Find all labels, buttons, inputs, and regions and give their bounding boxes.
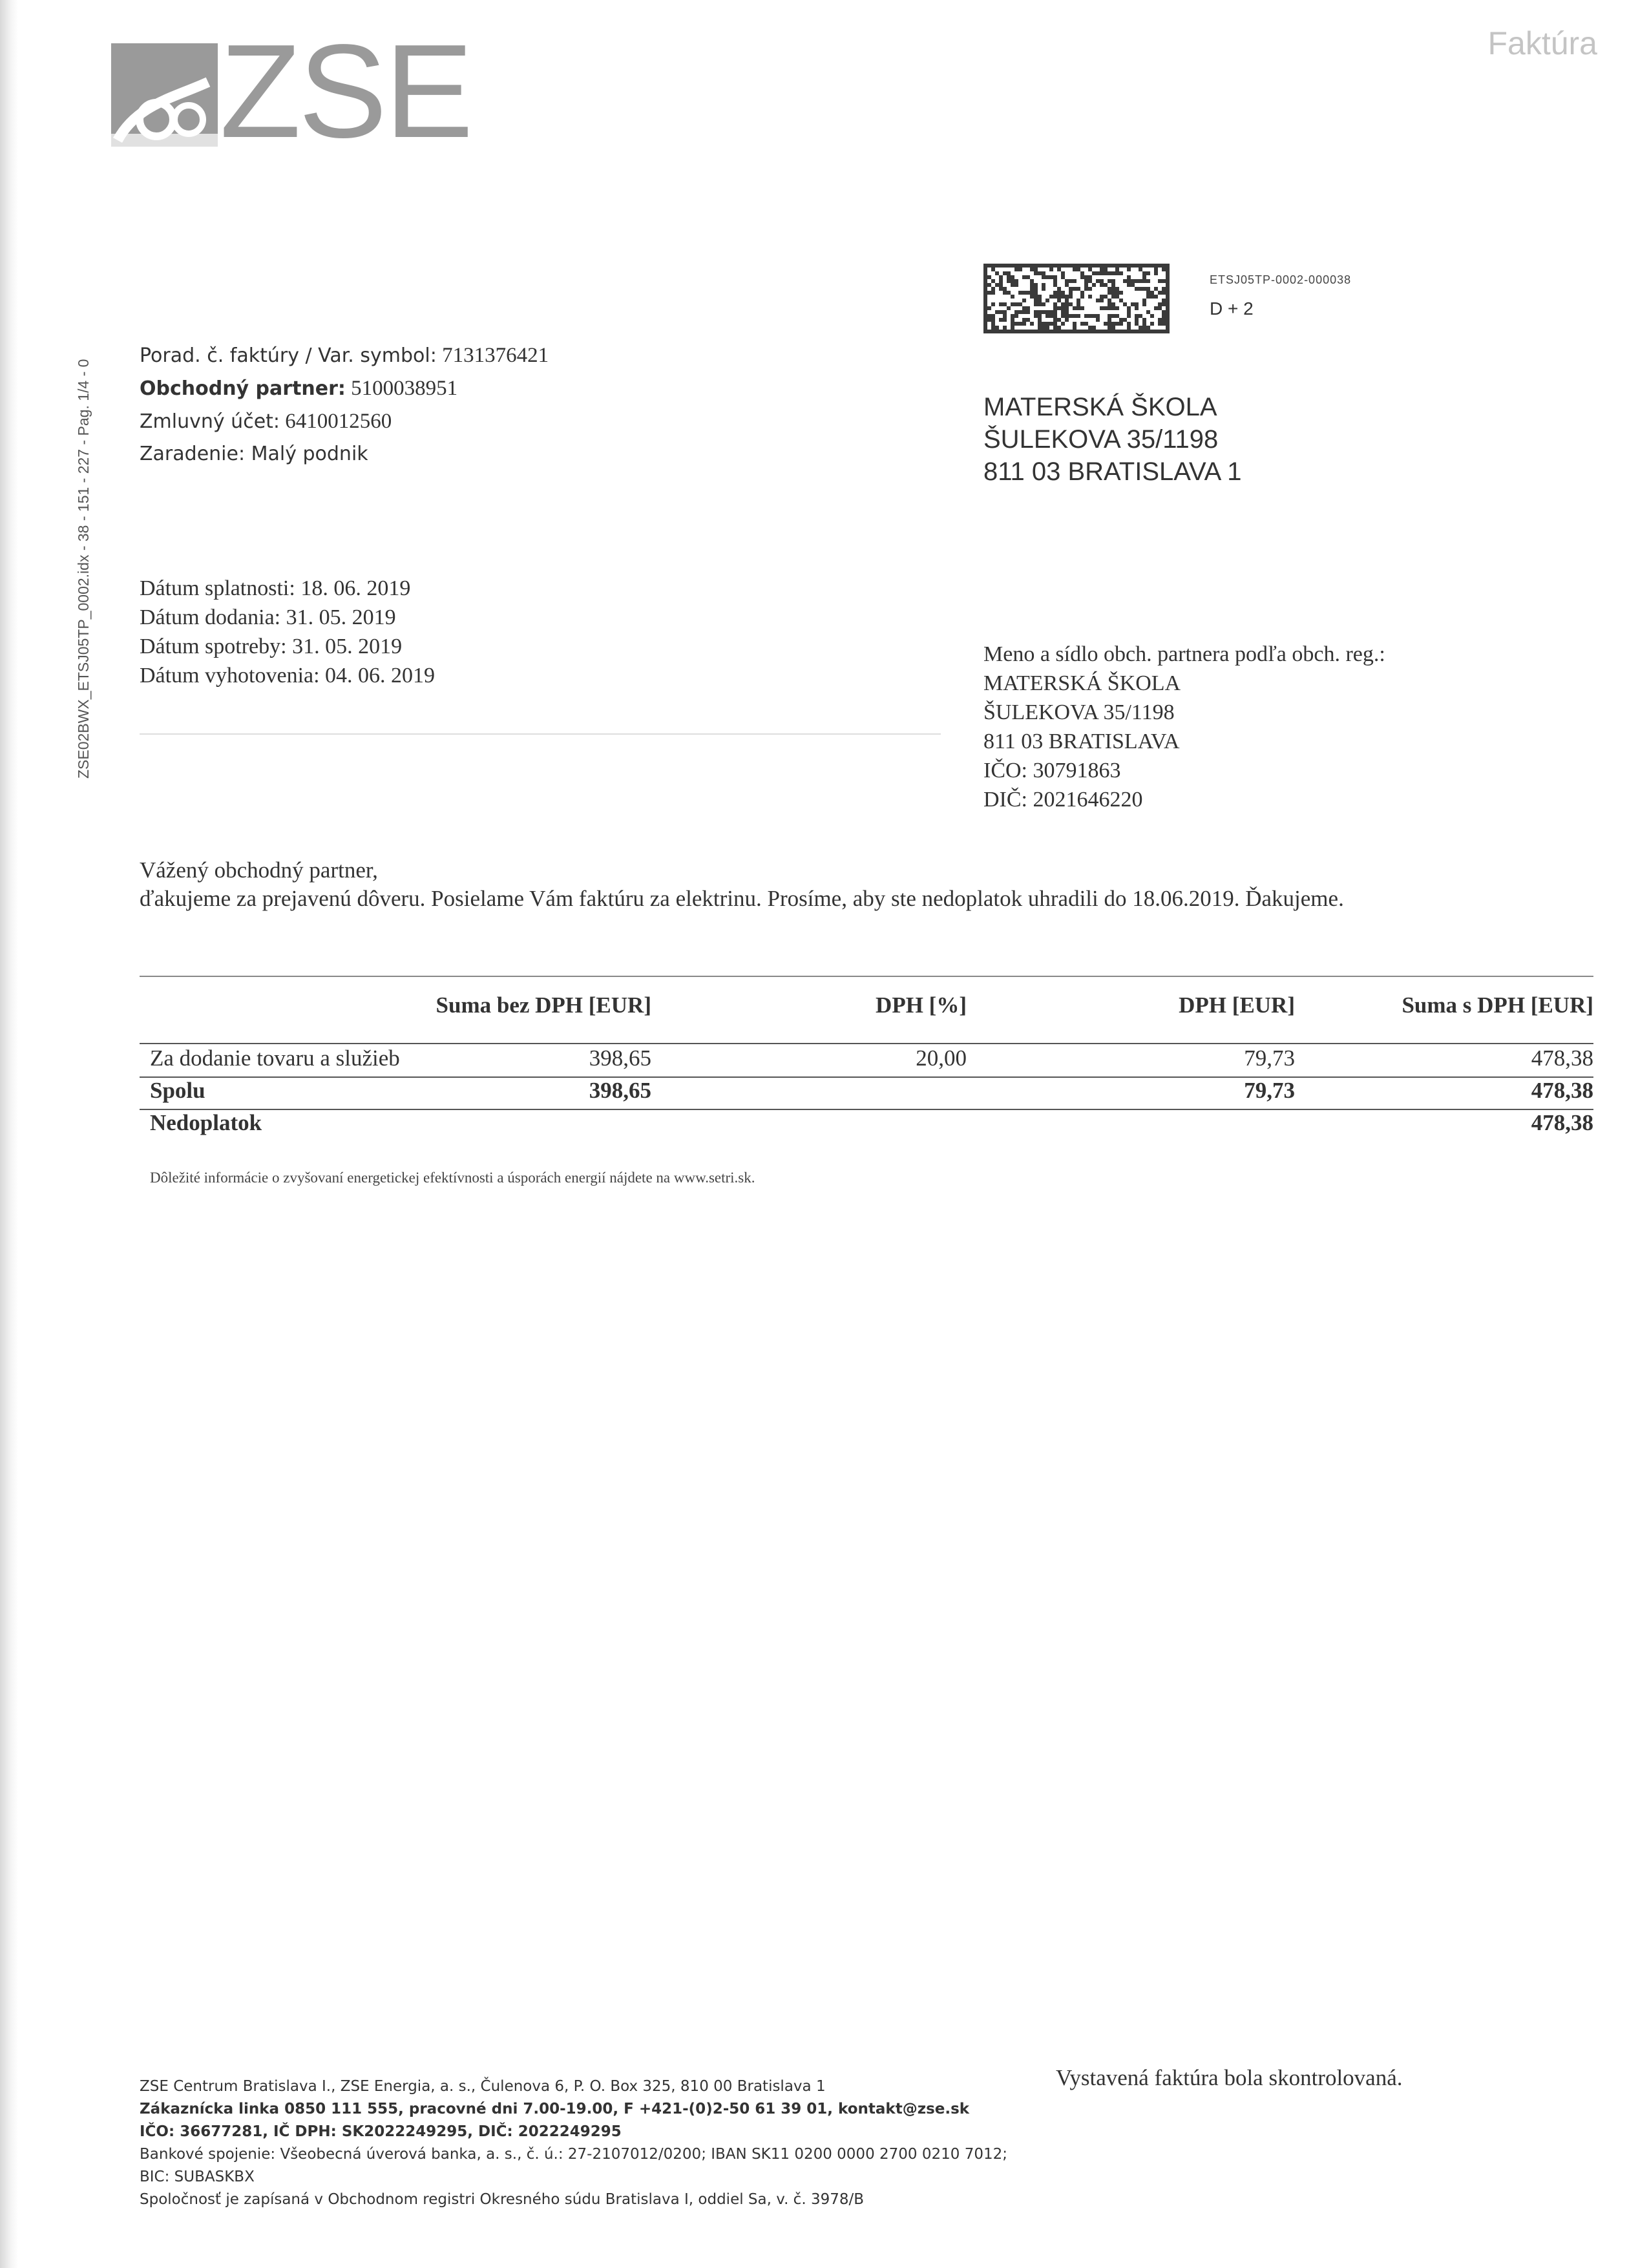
recipient-address — [983, 391, 1242, 488]
issue-date: Dátum vyhotovenia: 04. 06. 2019 — [140, 664, 436, 688]
table-row — [140, 1110, 1593, 1142]
row-gross: 478,38 — [1531, 1110, 1593, 1135]
header-gross: Suma s DPH [EUR] — [1402, 992, 1593, 1018]
partner-number-line — [140, 372, 549, 405]
footer-registry: Spoločnosť je zapísaná v Obchodnom registri Okresného súdu Bratislava I, oddiel Sa, v. č. 3978/B — [140, 2191, 865, 2208]
registered-partner-ico: IČO: 30791863 — [983, 759, 1121, 782]
row-label: Spolu — [150, 1078, 205, 1103]
row-vat: 79,73 — [1244, 1045, 1295, 1071]
row-net: 398,65 — [589, 1045, 651, 1071]
due-date: Dátum splatnosti: 18. 06. 2019 — [140, 576, 411, 600]
logo-wordmark: ZSE — [220, 17, 471, 165]
row-net: 398,65 — [589, 1078, 651, 1103]
delivery-date: Dátum dodania: 31. 05. 2019 — [140, 605, 396, 629]
mailing-sub-code: D + 2 — [1210, 299, 1254, 319]
contract-account-line — [140, 405, 549, 438]
zse-logo — [111, 17, 471, 165]
recipient-line: MATERSKÁ ŠKOLA — [983, 393, 1217, 421]
scan-edge — [0, 0, 18, 2268]
datamatrix-barcode-icon — [983, 264, 1170, 333]
registered-partner-heading: Meno a sídlo obch. partnera podľa obch. reg.: — [983, 642, 1385, 666]
recipient-line: ŠULEKOVA 35/1198 — [983, 425, 1219, 454]
header-vat: DPH [EUR] — [1179, 992, 1295, 1018]
table-row — [140, 1078, 1593, 1110]
footer-bank: Bankové spojenie: Všeobecná úverová banka, a. s., č. ú.: 27-2107012/0200; IBAN SK11 0200 0000 2700 0210 7012; BIC: SUBASKBX — [140, 2146, 1007, 2185]
partner-number-label: Obchodný partner: — [140, 377, 346, 400]
checked-note: Vystavená faktúra bola skontrolovaná. — [1056, 2065, 1403, 2090]
invoice-dates — [140, 574, 435, 690]
invoice-number-label: Porad. č. faktúry / Var. symbol: — [140, 344, 437, 367]
table-row — [140, 1045, 1593, 1078]
registered-partner-line: MATERSKÁ ŠKOLA — [983, 671, 1181, 695]
footer-tax-ids: IČO: 36677281, IČ DPH: SK2022249295, DIČ: 2022249295 — [140, 2123, 622, 2140]
invoice-summary-table — [140, 982, 1593, 1142]
row-gross: 478,38 — [1531, 1045, 1593, 1071]
row-label: Za dodanie tovaru a služieb — [150, 1045, 400, 1071]
efficiency-note: Dôležité informácie o zvyšovaní energetickej efektívnosti a úsporách energií nájdete na www.setri.sk. — [150, 1170, 755, 1186]
invoice-info — [140, 339, 549, 470]
registered-partner-dic: DIČ: 2021646220 — [983, 788, 1143, 812]
footer-hotline: Zákaznícka linka 0850 111 555, pracovné dni 7.00-19.00, F +421-(0)2-50 61 39 01, kontakt@zse.sk — [140, 2101, 970, 2117]
header-net: Suma bez DPH [EUR] — [436, 992, 651, 1018]
table-top-rule — [140, 976, 1593, 977]
registered-partner-line: 811 03 BRATISLAVA — [983, 730, 1180, 753]
divider — [140, 733, 941, 735]
row-label: Nedoplatok — [150, 1110, 262, 1135]
registered-partner-line: ŠULEKOVA 35/1198 — [983, 700, 1175, 724]
row-vat: 79,73 — [1244, 1078, 1295, 1103]
table-header-row — [140, 982, 1593, 1024]
invoice-number-value: 7131376421 — [442, 344, 549, 367]
row-gross: 478,38 — [1531, 1078, 1593, 1103]
recipient-line: 811 03 BRATISLAVA 1 — [983, 457, 1242, 486]
greeting-body: ďakujeme za prejavenú dôveru. Posielame Vám faktúru za elektrinu. Prosíme, aby ste nedoplatok uhradili do 18.06.2019. Ďakujeme. — [140, 886, 1344, 911]
company-footer — [140, 2075, 1025, 2211]
contract-account-label: Zmluvný účet: — [140, 410, 280, 433]
zse-logo-mark-icon — [111, 43, 218, 147]
contract-account-value: 6410012560 — [285, 410, 392, 433]
table-rule — [140, 1043, 1593, 1044]
category-line: Zaradenie: Malý podnik — [140, 443, 368, 465]
registered-partner — [983, 640, 1385, 814]
invoice-number-line — [140, 339, 549, 372]
partner-number-value: 5100038951 — [351, 377, 458, 400]
greeting-salutation: Vážený obchodný partner, — [140, 857, 378, 883]
side-print-code: ZSE02BWX_ETSJ05TP_0002.idx - 38 - 151 - 227 - Pag. 1/4 - 0 — [75, 359, 92, 779]
consumption-date: Dátum spotreby: 31. 05. 2019 — [140, 635, 403, 658]
mailing-reference-code: ETSJ05TP-0002-000038 — [1210, 273, 1352, 286]
row-vat-percent: 20,00 — [916, 1045, 967, 1071]
footer-address: ZSE Centrum Bratislava I., ZSE Energia, a. s., Čulenova 6, P. O. Box 325, 810 00 Bratislava 1 — [140, 2078, 826, 2095]
header-vat-percent: DPH [%] — [876, 992, 967, 1018]
document-type-label: Faktúra — [1487, 25, 1597, 61]
greeting — [140, 856, 1344, 913]
